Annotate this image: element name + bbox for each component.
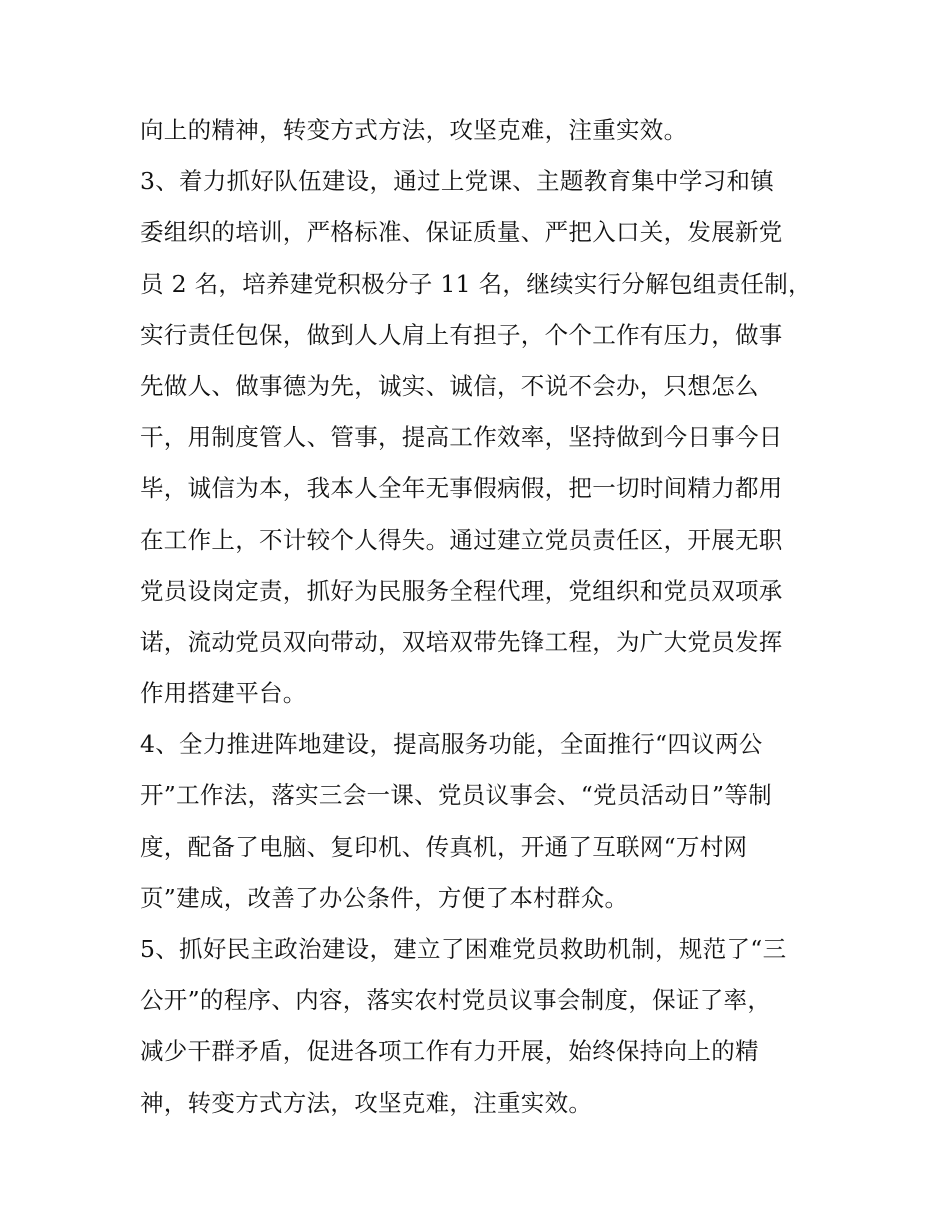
text-line: 3、着力抓好队伍建设，通过上党课、主题教育集中学习和镇 bbox=[140, 167, 775, 196]
text-line: 诺，流动党员双向带动，双培双带先锋工程，为广大党员发挥 bbox=[140, 627, 783, 656]
text-line: 在工作上，不计较个人得失。通过建立党员责任区，开展无职 bbox=[140, 525, 783, 554]
text-line: 度，配备了电脑、复印机、传真机，开通了互联网“万村网 bbox=[140, 832, 748, 861]
text-line: 开”工作法，落实三会一课、党员议事会、“党员活动日”等制 bbox=[140, 781, 772, 810]
text-line: 党员设岗定责，抓好为民服务全程代理，党组织和党员双项承 bbox=[140, 576, 783, 605]
text-line: 员 2 名，培养建党积极分子 11 名，继续实行分解包组责任制， bbox=[140, 269, 812, 298]
text-line: 先做人、做事德为先，诚实、诚信，不说不会办，只想怎么 bbox=[140, 371, 759, 400]
text-line: 4、全力推进阵地建设，提高服务功能，全面推行“四议两公 bbox=[140, 730, 763, 759]
document-body bbox=[140, 105, 820, 1129]
text-line: 毕，诚信为本，我本人全年无事假病假，把一切时间精力都用 bbox=[140, 474, 783, 503]
text-line: 减少干群矛盾，促进各项工作有力开展，始终保持向上的精 bbox=[140, 1037, 759, 1066]
text-line: 干，用制度管人、管事，提高工作效率，坚持做到今日事今日 bbox=[140, 423, 783, 452]
text-line: 公开”的程序、内容，落实农村党员议事会制度，保证了率， bbox=[140, 986, 772, 1015]
text-line: 作用搭建平台。 bbox=[140, 679, 307, 708]
text-line: 向上的精神，转变方式方法，攻坚克难，注重实效。 bbox=[140, 116, 688, 144]
text-line: 委组织的培训，严格标准、保证质量、严把入口关，发展新党 bbox=[140, 218, 783, 247]
text-line: 页”建成，改善了办公条件，方便了本村群众。 bbox=[140, 883, 629, 912]
text-line: 实行责任包保，做到人人肩上有担子，个个工作有压力，做事 bbox=[140, 320, 783, 349]
text-line: 神，转变方式方法，攻坚克难，注重实效。 bbox=[140, 1088, 593, 1117]
text-line: 5、抓好民主政治建设，建立了困难党员救助机制，规范了“三 bbox=[140, 935, 787, 963]
